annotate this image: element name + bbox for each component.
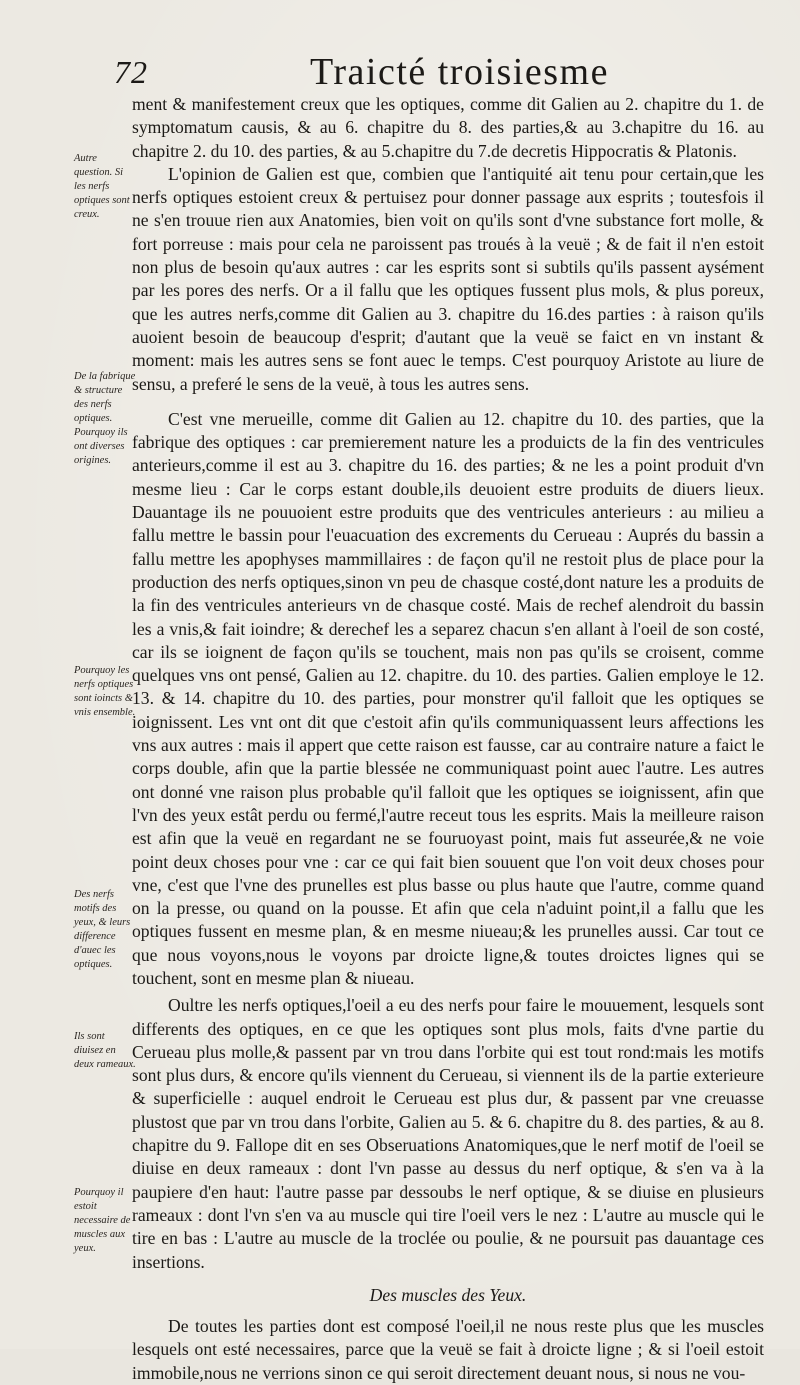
- paragraph-continuation: ment & manifestement creux que les optiques, comme dit Galien au 2. chapitre du 1. de symptomatum causis, & au 6. chapitre du 8. des parties,& au 3.chapitre du 16. au chapitre 2. du 10. des parties, & au 5.chapitre du 7.de decretis Hippocratis & Platonis.: [132, 94, 764, 161]
- sidenote-nerfs-motifs: Des nerfs motifs des yeux, & leurs difference d'auec les optiques.: [74, 889, 131, 970]
- paragraph-opinion-galien: L'opinion de Galien est que, combien que l'antiquité ait tenu pour certain,que les nerfs optiques estoient creux & pertuisez pour donner passage aux esprits ; toutesfois il ne s'en trouue rien aux Anatomies, bien voit on qu'ils sont d'vne substance fort molle, & fort porreuse : mais pour cela ne paroissent pas troués à la veuë ; & de fait il n'en estoit non plus de besoin qu'aux autres : car les esprits sont si subtils qu'ils passent aysément par les pores des nerfs. Or a il fallu que les optiques fussent plus mols, & plus poreux, que les autres nerfs,comme dit Galien au 3. chapitre du 16.des parties : à raison qu'ils auoient besoin de beaucoup d'esprit; d'autant que la veuë se faict en vn instant & moment: mais les autres sens se font auec le temps. C'est pourquoy Aristote au liure de sensu, a preferé le sens de la veuë, à tous les autres sens.: [132, 163, 764, 394]
- section-heading: Des muscles des Yeux.: [369, 1284, 527, 1305]
- sidenote-autre-question: Autre question. Si les nerfs optiques sont creux.: [74, 153, 130, 220]
- sidenote-deux-rameaux: Ils sont diuisez en deux rameaux.: [74, 1031, 136, 1070]
- sidenote-fabrique-nerfs: De la fabrique & structure des nerfs optiques. Pourquoy ils ont diverses origines.: [74, 371, 136, 466]
- paragraph-muscles: De toutes les parties dont est composé l'oeil,il ne nous reste plus que les muscles lesquels ont esté necessaires, parce que la veuë se fait à droicte ligne ; & si l'oeil estoit immobile,nous ne verrions sinon ce qui seroit directement deuant nous, si nous ne vou-: [132, 1316, 764, 1383]
- running-title: Traicté troisiesme: [310, 51, 609, 93]
- sidenote-nerfs-ioincts: Pourquoy les nerfs optiques sont ioincts & vnis ensemble.: [74, 665, 136, 718]
- sidenote-muscles-yeux: Pourquoy il estoit necessaire de muscles aux yeux.: [74, 1187, 131, 1254]
- paragraph-nerfs-motifs: Oultre les nerfs optiques,l'oeil a eu des nerfs pour faire le mouuement, lesquels sont differents des optiques, en ce que les optiques sont plus mols, faits d'vne partie du Cerueau plus molle,& passent par vn trou dans l'orbite qui est tout rond:mais les motifs sont plus durs, & encore qu'ils viennent du Cerueau, si viennent ils de la partie exterieure & superficielle : auquel endroit le Cerueau est plus dur, & passent par vne creuasse plustost que par vn trou dans l'orbite, Galien au 5. & 6. chapitre du 8. des parties, & au 8. chapitre du 9. Fallope dit en ses Obseruations Anatomiques,que le nerf motif de l'oeil se diuise en deux rameaux : dont l'vn passe au dessus du nerf optique, & s'en va à la paupiere d'en haut: l'autre passe par dessoubs le nerf optique, & se diuise en plusieurs rameaux : dont l'vn s'en va au muscle qui tire l'oeil vers le nez : L'autre au muscle qui le tire en bas : L'autre au muscle de la troclée ou poulie, & ne poursuit pas dauantage ces insertions.: [132, 995, 764, 1272]
- page-number: 72: [114, 54, 148, 90]
- paragraph-fabrique-optiques: C'est vne merueille, comme dit Galien au 12. chapitre du 10. des parties, que la fabrique des optiques : car premierement nature les a produicts de la fin des ventricules anterieurs,comme il est au 3. chapitre du 16. des parties; & ne les a point produit d'vn mesme lieu : Car le corps estant double,ils deuoient estre produits de diuers lieux. Dauantage ils ne pouuoient estre produits que des ventricules anterieurs : au milieu a fallu mettre le bassin pour l'euacuation des excrements du Cerueau : Auprés du bassin a fallu mettre les apophyses mammillaires : de façon qu'il ne restoit plus de place pour la production des nerfs optiques,sinon vn peu de chasque costé,dont nature les a produits de la fin des ventricules anterieurs vn de chasque costé. Mais de rechef alendroit du bassin les a vnis,& fait ioindre; & derechef les a separez chacun s'en allant à l'oeil de son costé, car ils se ioignent de façon qu'ils se touchent, mais non pas qu'ils se croisent, comme quelques vns ont pensé, Galien au 12. chapitre. du 10. des parties. Galien employe le 12. 13. & 14. chapitre du 10. des parties, pour monstrer qu'il falloit que les optiques se ioignissent. Les vnt ont dit que c'estoit afin qu'ils communiquassent leurs affections les vns aux autres : mais il appert que cette raison est fausse, car au contraire nature a faict le corps double, afin que la partie blessée ne communiquast point auec l'autre. Les autres ont donné vne raison plus probable qu'il falloit que les optiques se ioignissent, afin que l'vn des yeux estât perdu ou fermé,l'autre receut tous les esprits. Mais la meilleure raison est afin que la veuë en regardant ne se fouruoyast point, mais fut asseurée,& ne voie point deux choses pour vne : car ce qui fait bien souuent que l'on voit deux choses pour vne, c'est que l'vne des prunelles est plus basse ou plus haute que l'autre, comme quand on la presse, ou quand on la pousse. Et afin que cela n'aduint point,il a fallu que les optiques fussent en mesme plan, & en mesme niueau;& les prunelles aussi. Car tout ce que nous voyons,nous le voyons par droicte ligne,& toutes droictes lignes qui se touchent, sont en mesme plan & niueau.: [132, 408, 764, 988]
- main-text-column: [132, 93, 764, 1385]
